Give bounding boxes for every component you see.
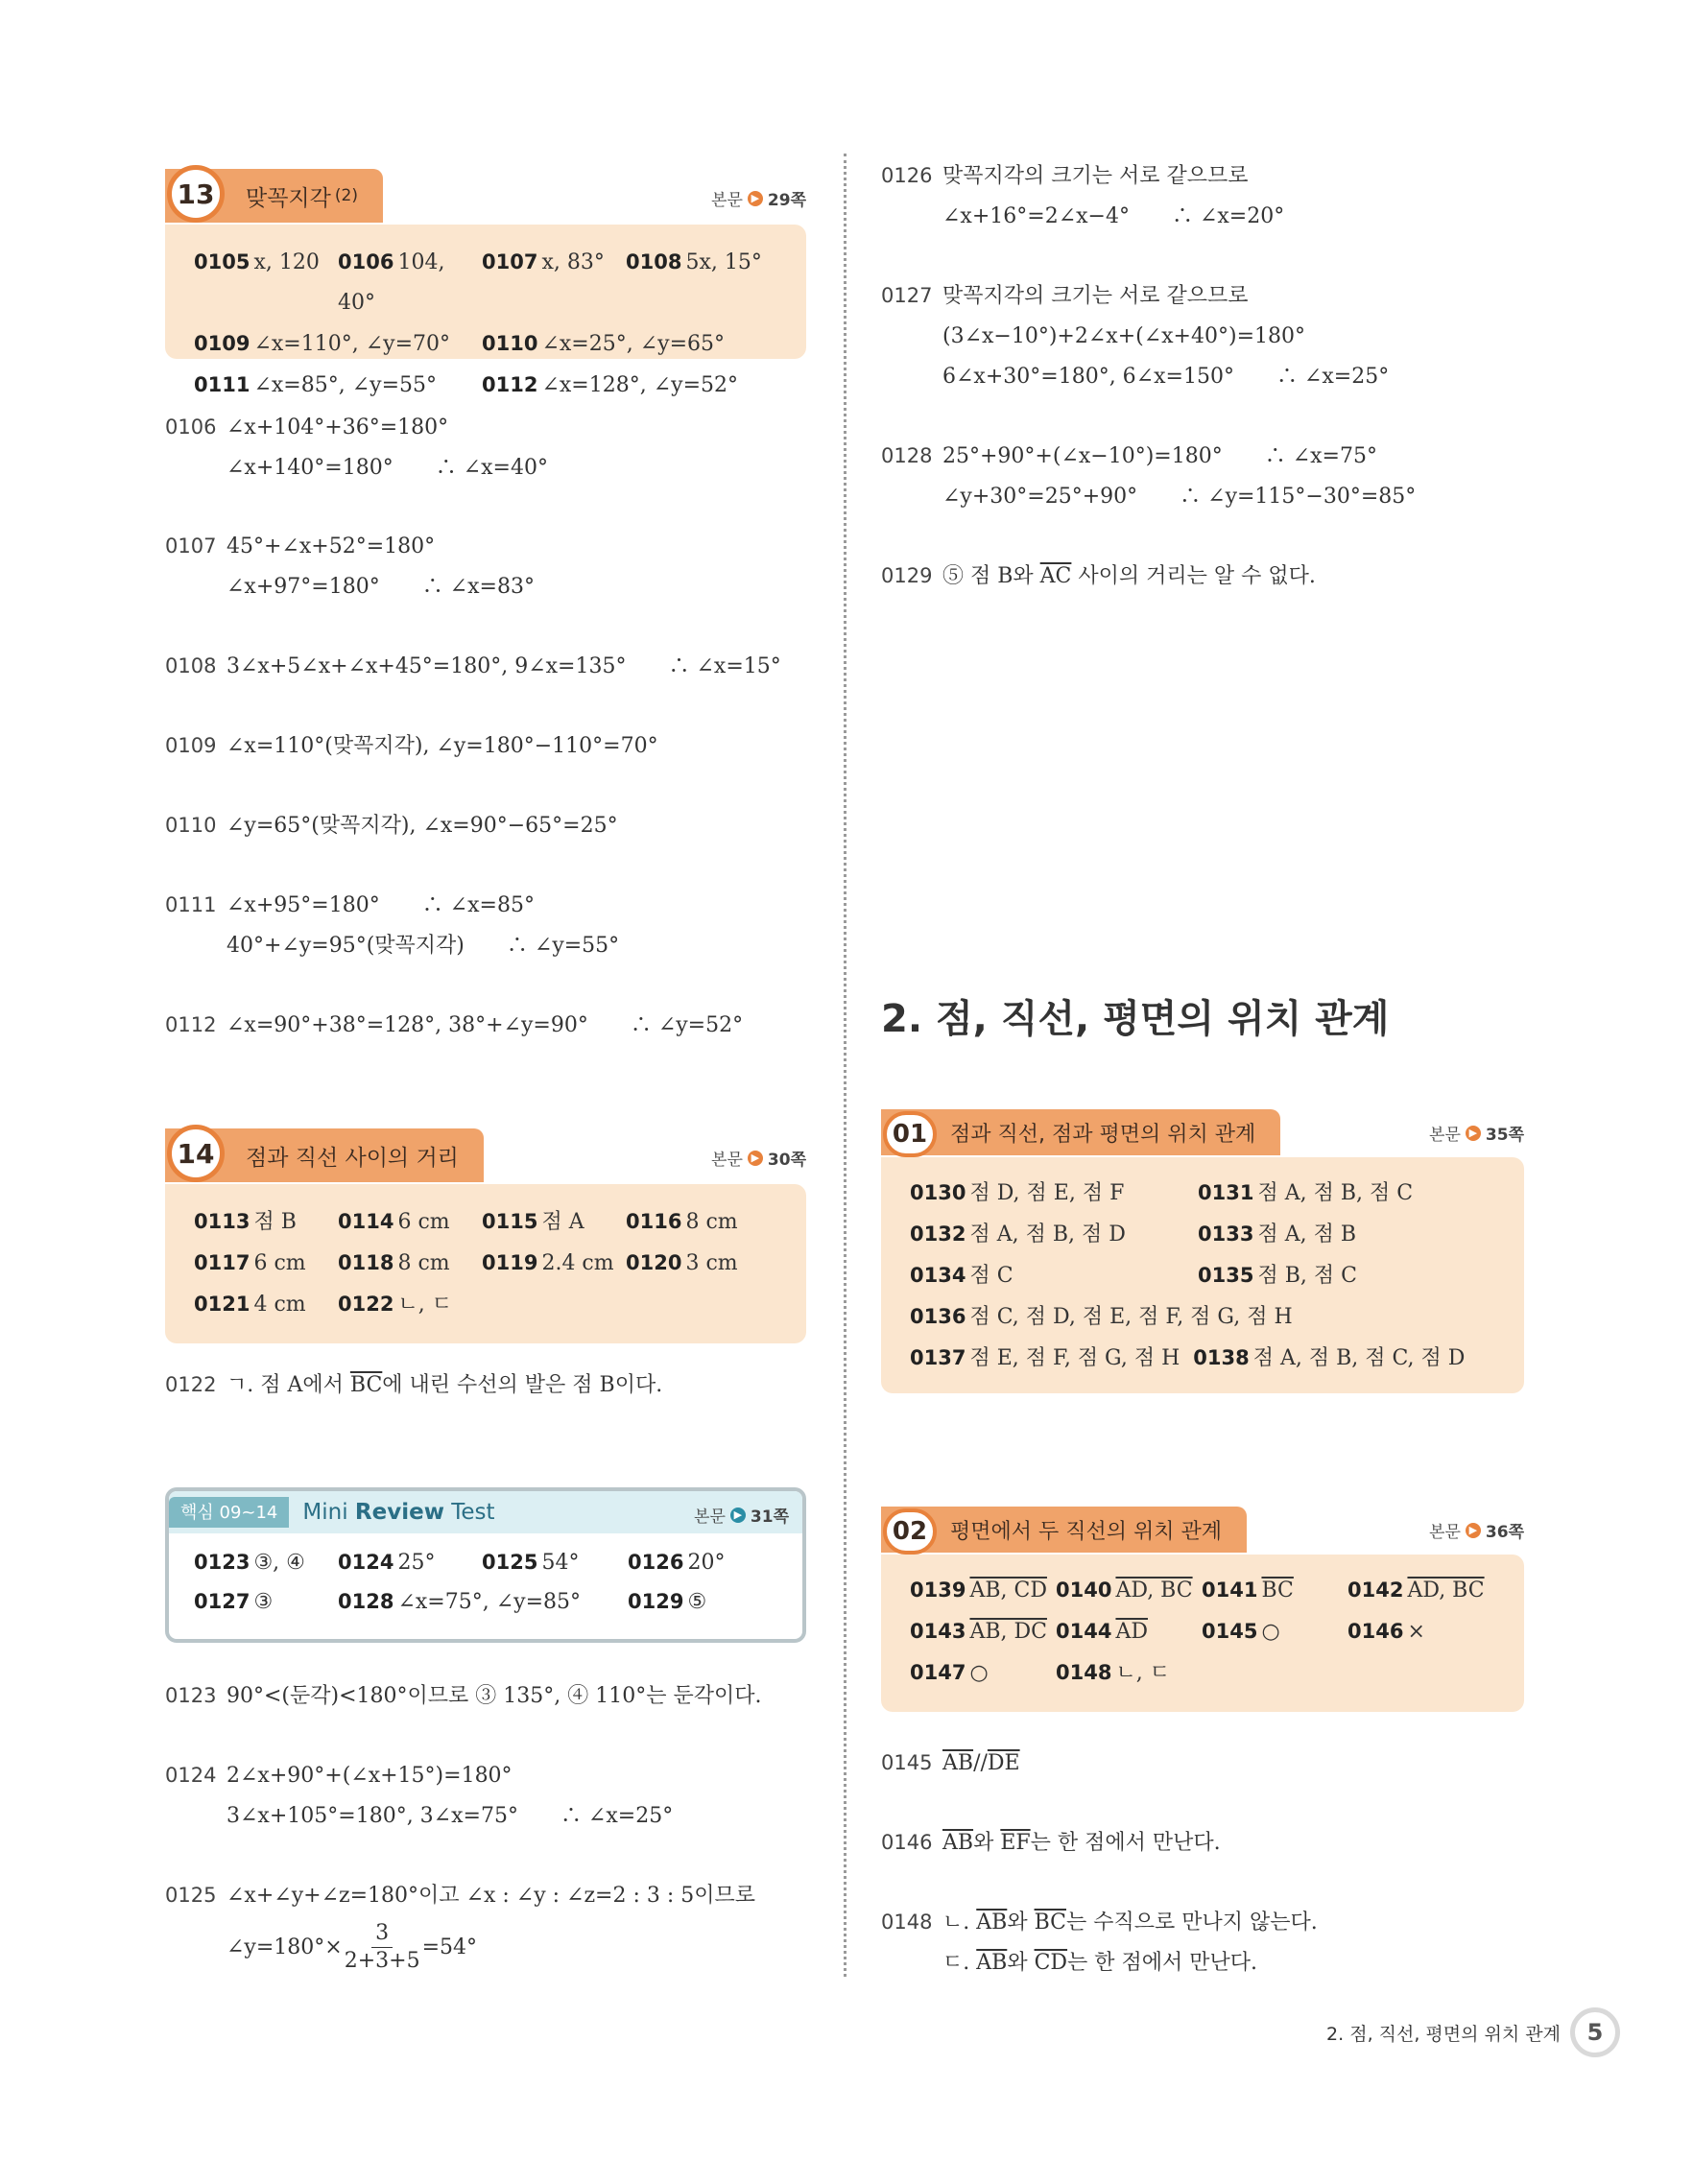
- solution-0125: 0125 ∠x+∠y+∠z=180°이고 ∠x : ∠y : ∠z=2 : 3 : 5이므로 ∠y=180°× $\frac{3}{2+3+5}$ =54°: [165, 1884, 756, 1973]
- ref-page: 30쪽: [767, 1151, 806, 1170]
- answer-item: 0143 AB, DC: [910, 1620, 1047, 1644]
- mini-review-test: [165, 1487, 806, 1643]
- answer-item: 0106 104, 40°: [338, 250, 445, 315]
- section-14: [165, 1128, 806, 1343]
- mini-review-title: Mini Review Test: [302, 1500, 495, 1525]
- solution-0128: 0128 25°+90°+(∠x−10°)=180° ∴ ∠x=75° ∠y+30°=25°+90° ∴ ∠y=115°−30°=85°: [881, 444, 1417, 509]
- ref-label: 본문: [711, 1151, 743, 1170]
- column-divider: [844, 154, 846, 1977]
- page-number: 5: [1570, 2007, 1620, 2057]
- answer-item: 0129 ⑤: [628, 1590, 707, 1614]
- ref-page: 31쪽: [750, 1507, 789, 1527]
- answer-item: 0115 점 A: [482, 1210, 584, 1234]
- answer-item: 0140 AD, BC: [1056, 1579, 1193, 1602]
- answer-item: 0109 ∠x=110°, ∠y=70°: [194, 332, 450, 356]
- answer-item: 0110 ∠x=25°, ∠y=65°: [482, 332, 725, 356]
- answer-item: 0116 8 cm: [626, 1210, 738, 1234]
- ref-label: 본문: [711, 191, 743, 210]
- solution-0110: 0110 ∠y=65°(맞꼭지각), ∠x=90°−65°=25°: [165, 814, 618, 838]
- answer-item: 0119 2.4 cm: [482, 1251, 614, 1275]
- answer-item: 0132 점 A, 점 B, 점 D: [910, 1223, 1126, 1246]
- solution-0112: 0112 ∠x=90°+38°=128°, 38°+∠y=90° ∴ ∠y=52°: [165, 1013, 744, 1037]
- solution-0145: 0145 $\overline{AB}//\overline{DE}$: [881, 1751, 1020, 1775]
- answer-item: 0141 $\overline{BC}$: [1202, 1579, 1294, 1602]
- chapter-title: 2. 점, 직선, 평면의 위치 관계: [881, 997, 1390, 1041]
- answer-item: 0142 AD, BC: [1347, 1579, 1485, 1602]
- section-number-badge: 14: [167, 1125, 225, 1182]
- ref-page: 36쪽: [1485, 1523, 1524, 1542]
- answer-item: 0128 ∠x=75°, ∠y=85°: [338, 1590, 581, 1614]
- solution-0124: 0124 2∠x+90°+(∠x+15°)=180° 3∠x+105°=180°, 3∠x=75° ∴ ∠x=25°: [165, 1764, 674, 1828]
- arrow-right-icon: ▶: [1466, 1523, 1481, 1538]
- answer-item: 0137 점 E, 점 F, 점 G, 점 H: [910, 1346, 1180, 1370]
- answer-box: [881, 1555, 1524, 1712]
- section-number-badge: 02: [883, 1508, 937, 1555]
- answer-item: 0121 4 cm: [194, 1293, 306, 1317]
- ref-page: 29쪽: [767, 191, 806, 210]
- page-reference: [1429, 1121, 1524, 1145]
- answer-item: 0113 점 B: [194, 1210, 297, 1234]
- answer-item: 0111 ∠x=85°, ∠y=55°: [194, 373, 437, 397]
- answer-box: [881, 1157, 1524, 1393]
- arrow-right-icon: ▶: [730, 1507, 746, 1523]
- answer-item: 0114 6 cm: [338, 1210, 450, 1234]
- answer-item: 0122 ㄴ, ㄷ: [338, 1293, 452, 1317]
- page-footer: [1326, 2007, 1620, 2057]
- answer-item: 0134 점 C: [910, 1264, 1013, 1288]
- answer-item: 0120 3 cm: [626, 1251, 738, 1275]
- section-01: [881, 1109, 1524, 1393]
- ref-label: 본문: [1429, 1523, 1461, 1542]
- arrow-right-icon: ▶: [748, 191, 763, 206]
- solution-0107: 0107 45°+∠x+52°=180° ∠x+97°=180° ∴ ∠x=83°: [165, 534, 535, 599]
- answer-item: 0130 점 D, 점 E, 점 F: [910, 1181, 1125, 1205]
- mini-review-tag: 핵심 09~14: [169, 1497, 289, 1528]
- answer-item: 0135 점 B, 점 C: [1198, 1264, 1357, 1288]
- answer-item: 0145 ○: [1202, 1620, 1280, 1644]
- solution-0123: 0123 90°<(둔각)<180°이므로 ③ 135°, ④ 110°는 둔각이다.: [165, 1684, 762, 1708]
- answer-item: 0108 5x, 15°: [626, 250, 762, 274]
- section-number-badge: 13: [167, 165, 225, 223]
- ref-label: 본문: [694, 1507, 726, 1527]
- answer-item: 0112 ∠x=128°, ∠y=52°: [482, 373, 738, 397]
- answer-item: 0118 8 cm: [338, 1251, 450, 1275]
- answer-item: 0105 x, 120: [194, 250, 320, 274]
- answer-item: 0133 점 A, 점 B: [1198, 1223, 1356, 1246]
- page-reference: [694, 1503, 789, 1527]
- section-02: [881, 1507, 1524, 1712]
- page-reference: [711, 1146, 806, 1170]
- solution-0111: 0111 ∠x+95°=180° ∴ ∠x=85° 40°+∠y=95°(맞꼭지각) ∴ ∠y=55°: [165, 893, 620, 958]
- section-title: 평면에서 두 직선의 위치 관계: [950, 1519, 1222, 1544]
- answer-box: [165, 225, 806, 397]
- solution-0148: 0148 ㄴ. $\overline{AB}$와 $\overline{BC}$는 수직으로 만나지 않는다. ㄷ. $\overline{AB}$와 $\overline{CD}$는 한 점에서 만난다.: [881, 1911, 1318, 1975]
- answer-item: 0148 ㄴ, ㄷ: [1056, 1661, 1170, 1685]
- answer-item: 0131 점 A, 점 B, 점 C: [1198, 1181, 1414, 1205]
- solution-0146: 0146 $\overline{AB}$와 $\overline{EF}$는 한 점에서 만난다.: [881, 1831, 1221, 1855]
- answer-item: 0107 x, 83°: [482, 250, 605, 274]
- section-subtitle: (2): [334, 186, 358, 205]
- answer-item: 0124 25°: [338, 1551, 436, 1575]
- section-01-tab: [881, 1109, 1280, 1155]
- page-reference: [711, 186, 806, 210]
- section-title: 점과 직선, 점과 평면의 위치 관계: [950, 1122, 1256, 1147]
- arrow-right-icon: ▶: [1466, 1126, 1481, 1141]
- ref-label: 본문: [1429, 1126, 1461, 1145]
- answer-item: 0146 ×: [1347, 1620, 1425, 1644]
- solution-0122: 0122 ㄱ. 점 A에서 $\overline{BC}$에 내린 수선의 발은 점 B이다.: [165, 1373, 663, 1397]
- answer-item: 0138 점 A, 점 B, 점 C, 점 D: [1193, 1346, 1466, 1370]
- answer-item: 0147 ○: [910, 1661, 989, 1685]
- arrow-right-icon: ▶: [748, 1151, 763, 1166]
- solution-0126: 0126 맞꼭지각의 크기는 서로 같으므로 ∠x+16°=2∠x−4° ∴ ∠x=20°: [881, 164, 1285, 228]
- section-13: [165, 169, 806, 397]
- solution-0127: 0127 맞꼭지각의 크기는 서로 같으므로 (3∠x−10°)+2∠x+(∠x+40°)=180° 6∠x+30°=180°, 6∠x=150° ∴ ∠x=25°: [881, 284, 1390, 389]
- section-title: 점과 직선 사이의 거리: [246, 1145, 459, 1171]
- fraction: $\frac{3}{2+3+5}$: [344, 1921, 420, 1973]
- answer-item: 0144 $\overline{AD}$: [1056, 1620, 1148, 1644]
- answer-item: 0127 ③: [194, 1590, 274, 1614]
- answer-item: 0123 ③, ④: [194, 1551, 305, 1575]
- footer-chapter: 2. 점, 직선, 평면의 위치 관계: [1326, 2023, 1561, 2045]
- answer-box: [165, 1184, 806, 1343]
- answer-item: 0117 6 cm: [194, 1251, 306, 1275]
- solution-0129: 0129 ⑤ 점 B와 $\overline{AC}$ 사이의 거리는 알 수 없다.: [881, 564, 1316, 588]
- section-title: 맞꼭지각: [246, 185, 331, 211]
- answer-item: 0125 54°: [482, 1551, 580, 1575]
- ref-page: 35쪽: [1485, 1126, 1524, 1145]
- answer-item: 0136 점 C, 점 D, 점 E, 점 F, 점 G, 점 H: [910, 1305, 1293, 1329]
- solution-0108: 0108 3∠x+5∠x+∠x+45°=180°, 9∠x=135° ∴ ∠x=15°: [165, 654, 781, 678]
- answer-item: 0139 AB, CD: [910, 1579, 1047, 1602]
- page-reference: [1429, 1518, 1524, 1542]
- solution-0106: 0106 ∠x+104°+36°=180° ∠x+140°=180° ∴ ∠x=40°: [165, 415, 548, 480]
- answer-item: 0126 20°: [628, 1551, 726, 1575]
- solution-0109: 0109 ∠x=110°(맞꼭지각), ∠y=180°−110°=70°: [165, 734, 658, 758]
- section-number-badge: 01: [883, 1111, 937, 1157]
